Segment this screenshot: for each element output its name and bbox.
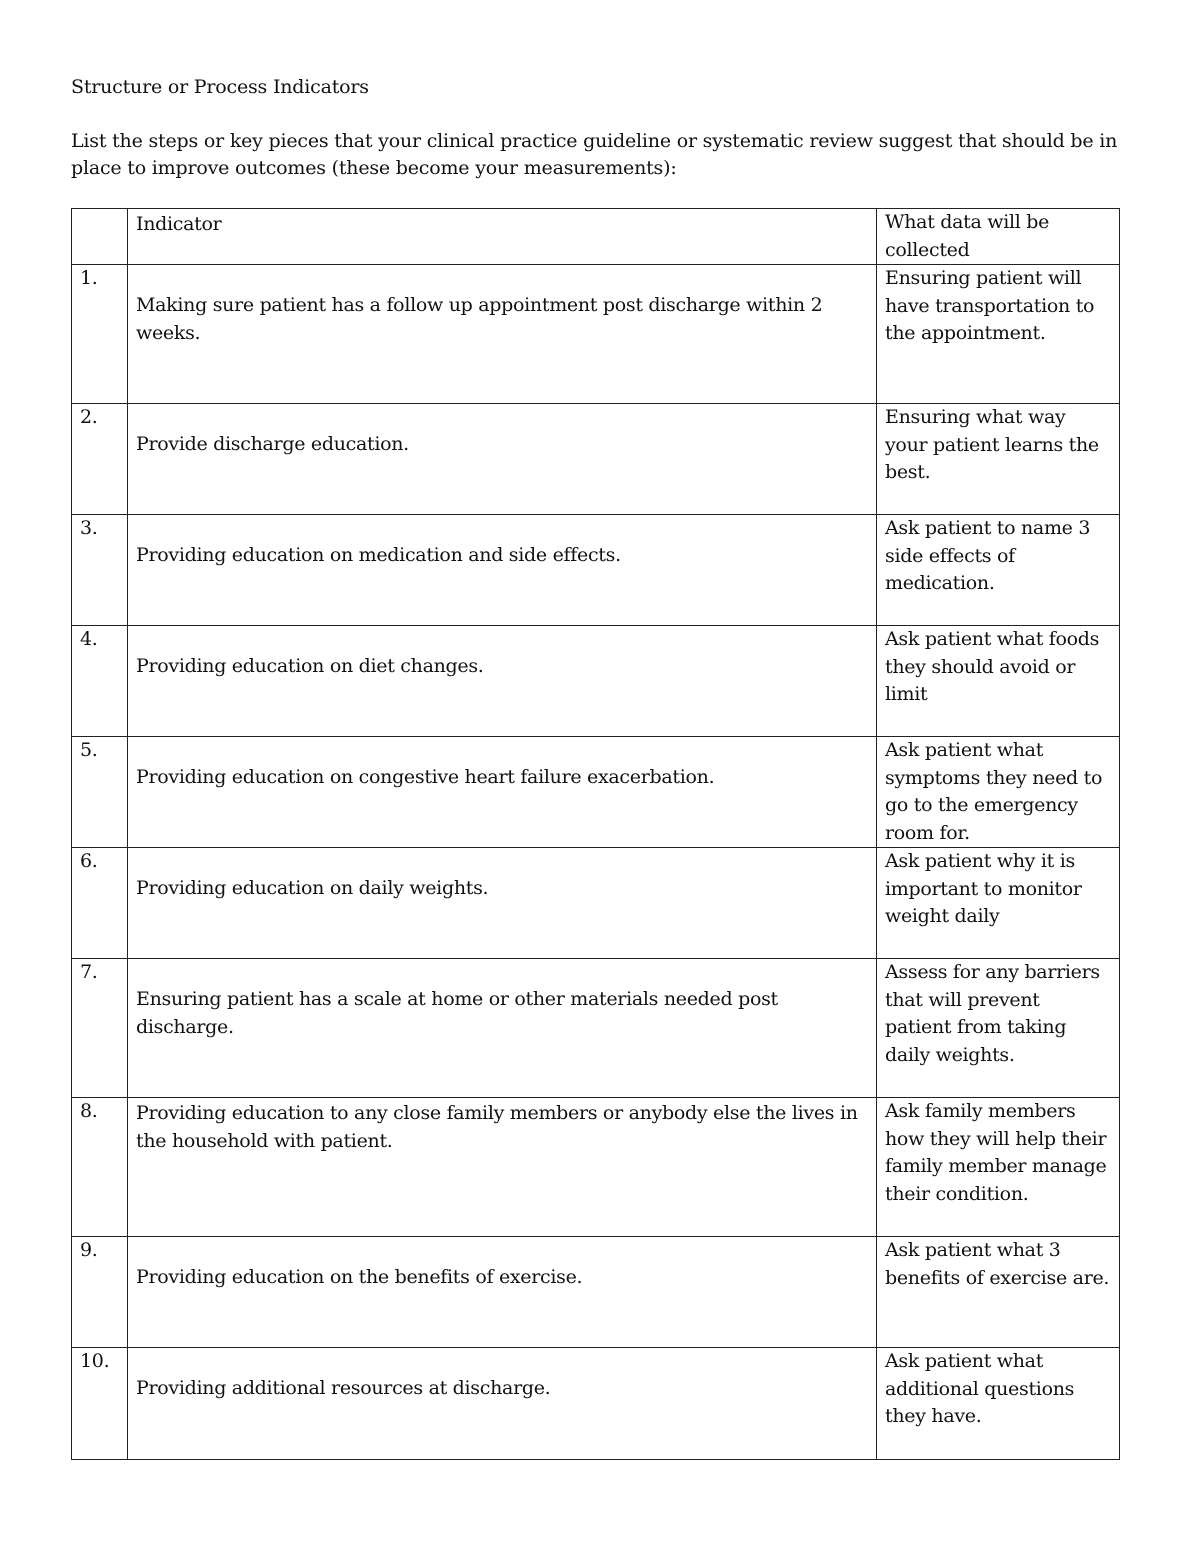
row-number: 9.	[72, 1237, 128, 1348]
header-number-cell	[72, 209, 128, 265]
table-row	[72, 515, 1120, 626]
row-data-collected: Ensuring patient will have transportation to the appointment.	[877, 265, 1120, 404]
row-number: 10.	[72, 1348, 128, 1460]
indicators-table	[71, 208, 1120, 1460]
row-number: 1.	[72, 265, 128, 404]
table-row	[72, 1098, 1120, 1237]
row-data-collected: Ensuring what way your patient learns the best.	[877, 404, 1120, 515]
row-data-collected: Ask patient what symptoms they need to go to the emergency room for.	[877, 737, 1120, 848]
row-indicator	[128, 959, 877, 1098]
indicator-text: Providing education on congestive heart failure exacerbation.	[136, 766, 715, 788]
header-data-cell: What data will be collected	[877, 209, 1120, 265]
indicator-text: Providing education on the benefits of exercise.	[136, 1266, 583, 1288]
indicator-text: Providing education on medication and side effects.	[136, 544, 621, 566]
instructions-text: List the steps or key pieces that your clinical practice guideline or systematic review suggest that should be in place to improve outcomes (these become your measurements):	[71, 130, 1118, 179]
row-indicator	[128, 1348, 877, 1460]
row-data-collected: Assess for any barriers that will prevent patient from taking daily weights.	[877, 959, 1120, 1098]
row-data-collected: Ask patient what 3 benefits of exercise are.	[877, 1237, 1120, 1348]
indicator-text: Providing additional resources at discharge.	[136, 1377, 551, 1399]
table-row	[72, 959, 1120, 1098]
row-number: 5.	[72, 737, 128, 848]
row-number: 7.	[72, 959, 128, 1098]
indicator-text: Providing education on daily weights.	[136, 877, 489, 899]
table-row	[72, 626, 1120, 737]
row-indicator	[128, 848, 877, 959]
header-indicator-label: Indicator	[136, 213, 222, 235]
row-data-collected: Ask patient why it is important to monitor weight daily	[877, 848, 1120, 959]
row-data-collected: Ask patient to name 3 side effects of medication.	[877, 515, 1120, 626]
row-data-collected: Ask family members how they will help their family member manage their condition.	[877, 1098, 1120, 1237]
indicator-text: Ensuring patient has a scale at home or other materials needed post discharge.	[136, 988, 778, 1038]
table-row	[72, 404, 1120, 515]
row-indicator	[128, 404, 877, 515]
document-title: Structure or Process Indicators	[71, 76, 369, 98]
row-indicator	[128, 737, 877, 848]
table-row	[72, 1348, 1120, 1460]
row-data-collected: Ask patient what foods they should avoid or limit	[877, 626, 1120, 737]
row-indicator	[128, 626, 877, 737]
row-number: 3.	[72, 515, 128, 626]
table-row	[72, 1237, 1120, 1348]
row-indicator	[128, 1237, 877, 1348]
row-indicator	[128, 265, 877, 404]
row-indicator	[128, 1098, 877, 1237]
indicator-text: Providing education to any close family members or anybody else the lives in the household with patient.	[136, 1102, 858, 1152]
indicator-text: Making sure patient has a follow up appointment post discharge within 2 weeks.	[136, 294, 823, 344]
row-number: 2.	[72, 404, 128, 515]
table-header-row	[72, 209, 1120, 265]
row-number: 4.	[72, 626, 128, 737]
indicator-text: Provide discharge education.	[136, 433, 409, 455]
table-row	[72, 737, 1120, 848]
row-indicator	[128, 515, 877, 626]
table-row	[72, 848, 1120, 959]
row-number: 8.	[72, 1098, 128, 1237]
row-number: 6.	[72, 848, 128, 959]
header-indicator-cell	[128, 209, 877, 265]
table-row	[72, 265, 1120, 404]
indicator-text: Providing education on diet changes.	[136, 655, 484, 677]
row-data-collected: Ask patient what additional questions they have.	[877, 1348, 1120, 1460]
